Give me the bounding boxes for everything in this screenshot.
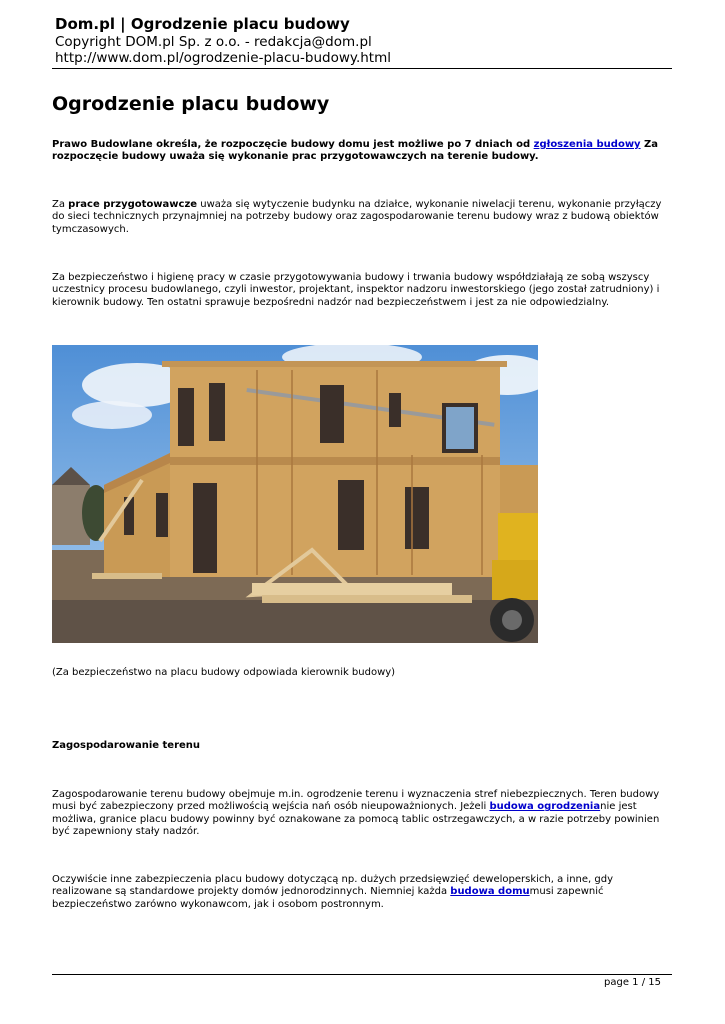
article-title: Ogrodzenie placu budowy bbox=[52, 93, 330, 115]
source-url: http://www.dom.pl/ogrodzenie-placu-budowy.html bbox=[55, 50, 392, 66]
lead-text-2: Za rozpoczęcie budowy uważa się wykonanie prac przygotowawczych na terenie budowy. bbox=[52, 139, 659, 163]
para1-text-1: Za bbox=[52, 199, 69, 210]
photo-caption: (Za bezpieczeństwo na placu budowy odpowiada kierownik budowy) bbox=[52, 667, 396, 678]
copyright-line: Copyright DOM.pl Sp. z o.o. - redakcja@dom.pl bbox=[55, 34, 372, 50]
header-rule bbox=[52, 68, 672, 69]
para4-text-1: Oczywiście inne zabezpieczenia placu budowy dotyczącą np. dużych przedsięwzięć deweloperskich, a inne, gdy realizowane są standardowe projekty domów jednorodzinnych. Niemniej każda bbox=[52, 874, 613, 898]
section-heading: Zagospodarowanie terenu bbox=[52, 740, 201, 751]
footer-rule bbox=[52, 974, 672, 975]
link-zgloszenia-budowy[interactable]: zgłoszenia budowy bbox=[533, 139, 641, 150]
paragraph-zagospodarowanie bbox=[52, 789, 674, 839]
paragraph-bezpieczenstwo: Za bezpieczeństwo i higienę pracy w czasie przygotowywania budowy i trwania budowy współdziałają ze sobą wszyscy uczestnicy procesu budowlanego, czyli inwestor, projektant, inspektor nadzoru inwestorskiego (jego został zatrudniony) i kierownik budowy. Ten ostatni sprawuje bezpośredni nadzór nad bezpieczeństwem i jest za nie odpowiedzialny. bbox=[52, 272, 660, 308]
construction-site-photo bbox=[52, 345, 538, 643]
para3-text-2: nie jest możliwa, granice placu budowy powinny być oznakowane za pomocą tablic ostrzegawczych, a w razie potrzeby powinien być zapewniony stały nadzór. bbox=[52, 801, 660, 838]
para4-text-2: musi zapewnić bezpieczeństwo zarówno wykonawcom, jak i osobom postronnym. bbox=[52, 886, 604, 910]
paragraph-prace-przygotowawcze bbox=[52, 199, 674, 236]
para1-text-2: uważa się wytyczenie budynku na działce, wykonanie niwelacji terenu, wykonanie przyłączy do sieci technicznych przynajmniej na potrzeby budowy oraz zagospodarowanie terenu budowy wraz z budową obiektów tymczasowych. bbox=[52, 199, 662, 235]
link-budowa-domu[interactable]: budowa domu bbox=[450, 886, 530, 898]
para3-text-1: Zagospodarowanie terenu budowy obejmuje m.in. ogrodzenie terenu i wyznaczenia stref niebezpiecznych. Teren budowy musi być zabezpieczony przed możliwością wejścia nań osób nieupoważnionych. Jeżeli bbox=[52, 789, 660, 813]
paragraph-inne-zabezpieczenia bbox=[52, 874, 674, 911]
para1-bold-term: prace przygotowawcze bbox=[68, 199, 198, 210]
link-budowa-ogrodzenia[interactable]: budowa ogrodzenia bbox=[489, 801, 601, 813]
page-number: page 1 / 15 bbox=[604, 977, 661, 988]
lead-text-1: Prawo Budowlane określa, że rozpoczęcie budowy domu jest możliwe po 7 dniach od bbox=[52, 139, 534, 150]
lead-paragraph bbox=[52, 139, 674, 164]
document-header-title: Dom.pl | Ogrodzenie placu budowy bbox=[55, 15, 350, 33]
